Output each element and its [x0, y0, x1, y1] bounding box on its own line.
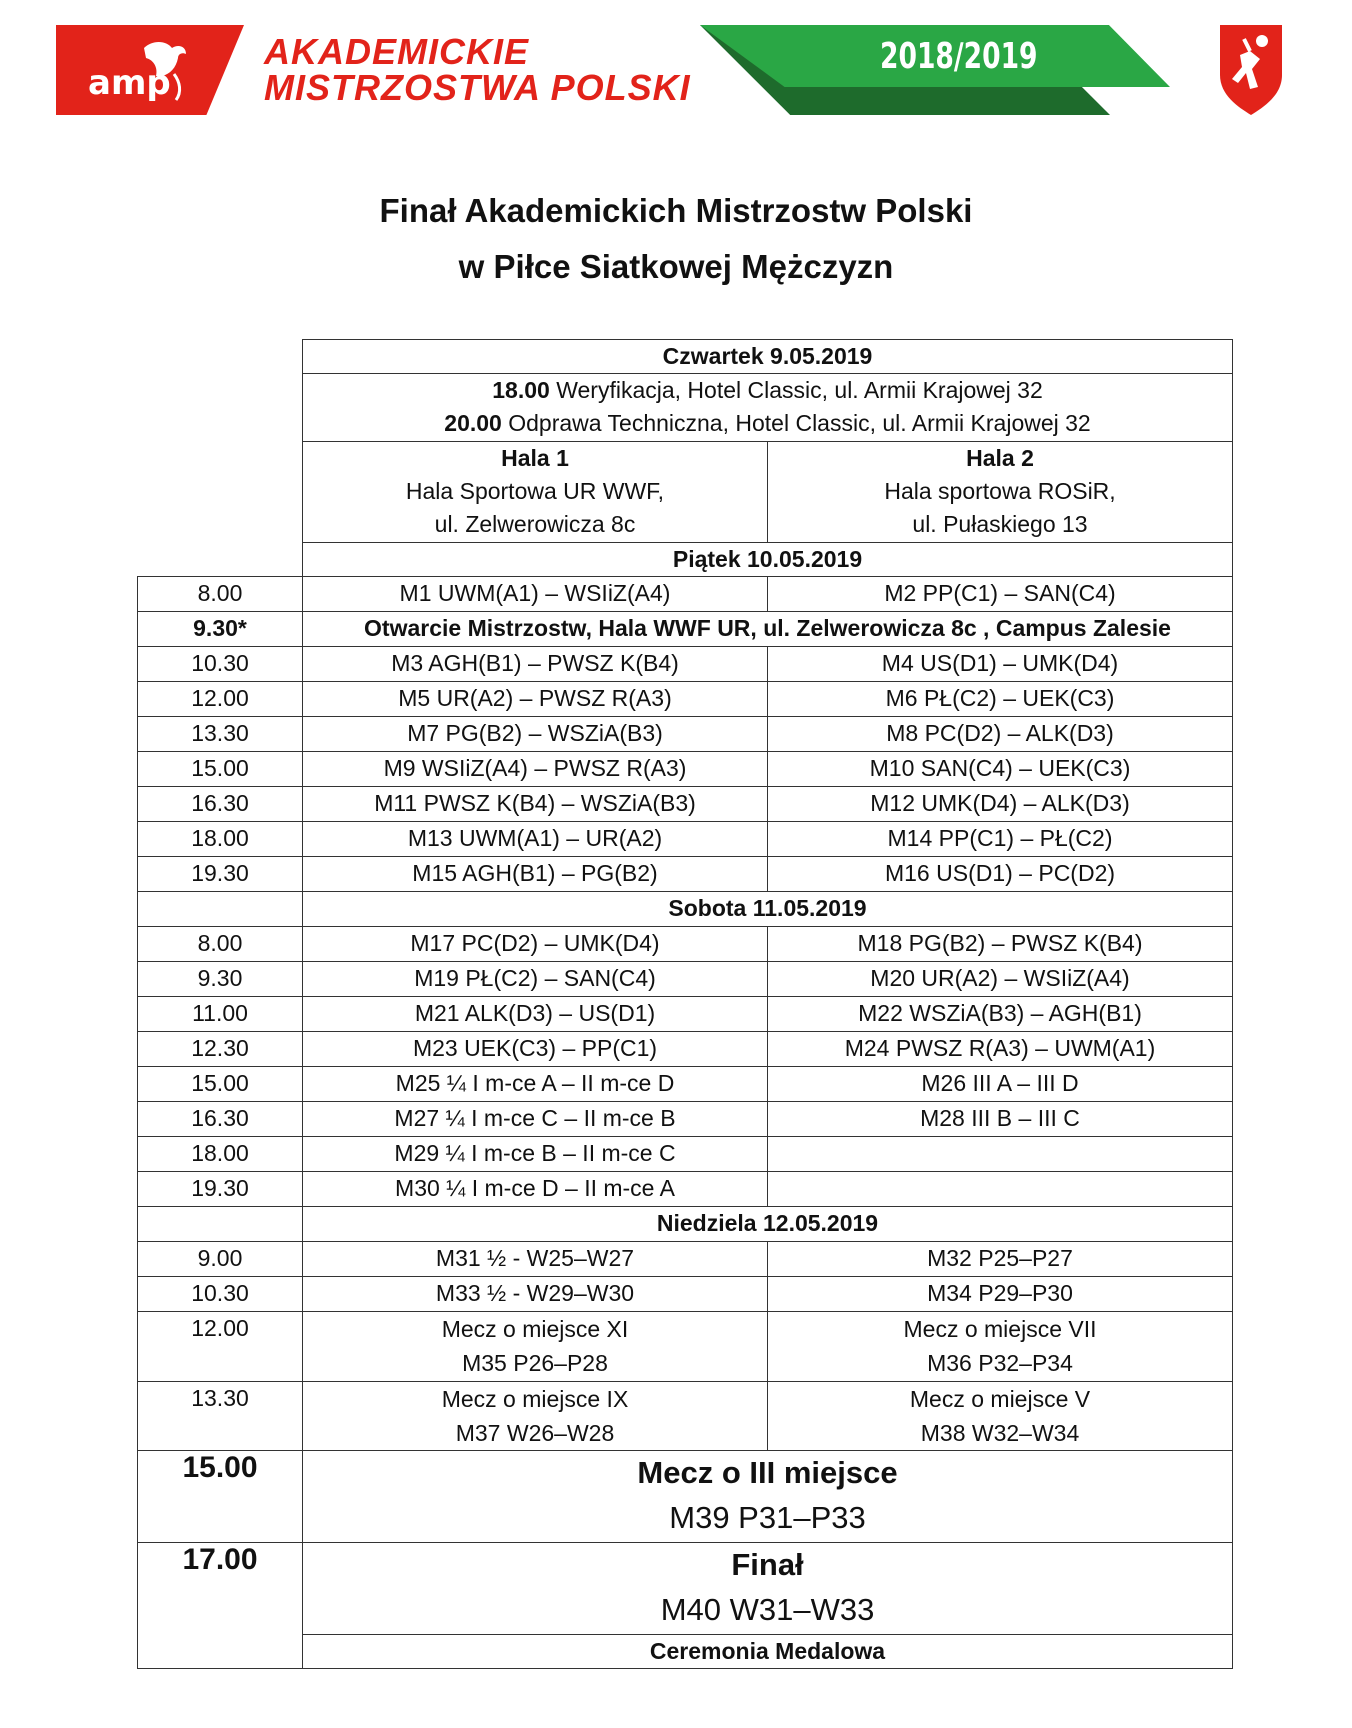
third-place-row — [138, 1451, 1233, 1543]
final-title: Finał — [731, 1547, 804, 1582]
time-cell: 8.00 — [138, 927, 303, 962]
hall-2-match: M32 P25–P27 — [768, 1242, 1233, 1277]
time-cell: 19.30 — [138, 1172, 303, 1207]
placement-title: Mecz o miejsce IX — [441, 1386, 629, 1412]
match-row — [138, 857, 1233, 892]
match-row — [138, 1242, 1233, 1277]
time-cell: 12.00 — [138, 682, 303, 717]
match-row — [138, 997, 1233, 1032]
hall-2-match: M6 PŁ(C2) – UEK(C3) — [768, 682, 1233, 717]
third-place-title: Mecz o III miejsce — [637, 1455, 898, 1490]
final-match: M40 W31–W33 — [660, 1592, 875, 1627]
placement-title: Mecz o miejsce VII — [903, 1316, 1097, 1342]
time-cell: 19.30 — [138, 857, 303, 892]
hall-2-match — [768, 1137, 1233, 1172]
empty-time-cell — [138, 340, 303, 374]
hall-2-match: M24 PWSZ R(A3) – UWM(A1) — [768, 1032, 1233, 1067]
time-cell: 10.30 — [138, 647, 303, 682]
hall-1-match: M33 ½ - W29–W30 — [303, 1277, 768, 1312]
match-row — [138, 647, 1233, 682]
day-row-saturday — [138, 892, 1233, 927]
hall-2-match: M14 PP(C1) – PŁ(C2) — [768, 822, 1233, 857]
hall-1-match: M5 UR(A2) – PWSZ R(A3) — [303, 682, 768, 717]
hall-venue: Hala Sportowa UR WWF, — [405, 478, 665, 504]
placement-match: M37 W26–W28 — [455, 1420, 615, 1446]
hall-1-match: M29 ¼ I m-ce B – II m-ce C — [303, 1137, 768, 1172]
match-row — [138, 822, 1233, 857]
hall-2-match: M8 PC(D2) – ALK(D3) — [768, 717, 1233, 752]
item-time: 18.00 — [492, 377, 550, 403]
hall-2-match: M4 US(D1) – UMK(D4) — [768, 647, 1233, 682]
time-cell: 13.30 — [138, 1382, 303, 1451]
time-cell: 9.30 — [138, 962, 303, 997]
opening-row — [138, 612, 1233, 647]
ceremony-row — [138, 1635, 1233, 1669]
empty-time-cell — [138, 442, 303, 543]
third-place-cell — [303, 1451, 1233, 1543]
time-cell: 15.00 — [138, 1451, 303, 1543]
hall-address: ul. Zelwerowicza 8c — [434, 511, 636, 537]
match-row — [138, 682, 1233, 717]
thursday-info — [303, 374, 1233, 442]
final-cell — [303, 1543, 1233, 1635]
time-cell: 9.00 — [138, 1242, 303, 1277]
item-text: Weryfikacja, Hotel Classic, ul. Armii Krajowej 32 — [549, 377, 1043, 403]
time-cell: 18.00 — [138, 822, 303, 857]
time-cell: 18.00 — [138, 1137, 303, 1172]
hall-1-match: M25 ¼ I m-ce A – II m-ce D — [303, 1067, 768, 1102]
hall-1-match: M9 WSIiZ(A4) – PWSZ R(A3) — [303, 752, 768, 787]
banner-line-2: MISTRZOSTWA POLSKI — [264, 67, 691, 108]
hall-2-match: M10 SAN(C4) – UEK(C3) — [768, 752, 1233, 787]
match-row — [138, 1172, 1233, 1207]
third-place-match: M39 P31–P33 — [669, 1500, 866, 1535]
placement-row — [138, 1312, 1233, 1382]
item-time: 20.00 — [444, 410, 502, 436]
time-cell: 11.00 — [138, 997, 303, 1032]
hall-1-match: M19 PŁ(C2) – SAN(C4) — [303, 962, 768, 997]
hall-address: ul. Pułaskiego 13 — [912, 511, 1088, 537]
match-row — [138, 787, 1233, 822]
hall-name: Hala 2 — [966, 445, 1034, 471]
match-row — [138, 577, 1233, 612]
time-cell: 16.30 — [138, 1102, 303, 1137]
match-row — [138, 1137, 1233, 1172]
opening-ceremony: Otwarcie Mistrzostw, Hala WWF UR, ul. Zelwerowicza 8c , Campus Zalesie — [303, 612, 1233, 647]
hall-1-placement — [303, 1382, 768, 1451]
match-row — [138, 1032, 1233, 1067]
empty-time-cell — [138, 543, 303, 577]
hall-1-match: M31 ½ - W25–W27 — [303, 1242, 768, 1277]
time-cell: 8.00 — [138, 577, 303, 612]
svg-text:amp: amp — [88, 63, 171, 103]
hall-2-cell — [768, 442, 1233, 543]
hall-1-match: M15 AGH(B1) – PG(B2) — [303, 857, 768, 892]
time-cell: 12.00 — [138, 1312, 303, 1382]
hall-2-match: M34 P29–P30 — [768, 1277, 1233, 1312]
hall-2-match: M20 UR(A2) – WSIiZ(A4) — [768, 962, 1233, 997]
match-row — [138, 927, 1233, 962]
empty-time-cell — [138, 892, 303, 927]
time-cell: 9.30* — [138, 612, 303, 647]
match-row — [138, 717, 1233, 752]
hall-1-cell — [303, 442, 768, 543]
match-row — [138, 1102, 1233, 1137]
hall-1-match: M7 PG(B2) – WSZiA(B3) — [303, 717, 768, 752]
hall-2-match: M12 UMK(D4) – ALK(D3) — [768, 787, 1233, 822]
day-header: Sobota 11.05.2019 — [303, 892, 1233, 927]
day-row-friday — [138, 543, 1233, 577]
placement-match: M36 P32–P34 — [927, 1350, 1073, 1376]
hall-1-match: M3 AGH(B1) – PWSZ K(B4) — [303, 647, 768, 682]
hall-2-match: M26 III A – III D — [768, 1067, 1233, 1102]
hall-name: Hala 1 — [501, 445, 569, 471]
hall-2-match: M18 PG(B2) – PWSZ K(B4) — [768, 927, 1233, 962]
match-row — [138, 1277, 1233, 1312]
placement-title: Mecz o miejsce XI — [441, 1316, 629, 1342]
placement-match: M35 P26–P28 — [462, 1350, 608, 1376]
hall-2-placement — [768, 1312, 1233, 1382]
match-row — [138, 1067, 1233, 1102]
final-row — [138, 1543, 1233, 1635]
item-text: Odprawa Techniczna, Hotel Classic, ul. Armii Krajowej 32 — [501, 410, 1091, 436]
time-cell: 15.00 — [138, 1067, 303, 1102]
hall-1-match: M30 ¼ I m-ce D – II m-ce A — [303, 1172, 768, 1207]
day-header: Piątek 10.05.2019 — [303, 543, 1233, 577]
page-title-line-1: Finał Akademickich Mistrzostw Polski — [379, 192, 973, 229]
day-header: Niedziela 12.05.2019 — [303, 1207, 1233, 1242]
time-cell: 15.00 — [138, 752, 303, 787]
time-cell: 16.30 — [138, 787, 303, 822]
thursday-item — [303, 407, 1232, 440]
hall-2-match — [768, 1172, 1233, 1207]
hall-2-match: M22 WSZiA(B3) – AGH(B1) — [768, 997, 1233, 1032]
hall-2-match: M28 III B – III C — [768, 1102, 1233, 1137]
schedule-table — [137, 339, 1233, 1669]
hall-2-match: M2 PP(C1) – SAN(C4) — [768, 577, 1233, 612]
empty-time-cell — [138, 374, 303, 442]
time-cell: 10.30 — [138, 1277, 303, 1312]
empty-time-cell — [138, 1207, 303, 1242]
hall-1-match: M11 PWSZ K(B4) – WSZiA(B3) — [303, 787, 768, 822]
halls-row — [138, 442, 1233, 543]
hall-1-match: M13 UWM(A1) – UR(A2) — [303, 822, 768, 857]
placement-match: M38 W32–W34 — [920, 1420, 1080, 1446]
season-label: 2018/2019 — [880, 36, 1038, 77]
page-title-line-2: w Piłce Siatkowej Mężczyzn — [458, 248, 894, 285]
thursday-info-row — [138, 374, 1233, 442]
day-row-sunday — [138, 1207, 1233, 1242]
medal-ceremony: Ceremonia Medalowa — [303, 1635, 1233, 1669]
hall-2-match: M16 US(D1) – PC(D2) — [768, 857, 1233, 892]
hall-1-placement — [303, 1312, 768, 1382]
banner-line-1: AKADEMICKIE — [264, 31, 530, 72]
day-header: Czwartek 9.05.2019 — [303, 340, 1233, 374]
time-cell: 12.30 — [138, 1032, 303, 1067]
hall-1-match: M1 UWM(A1) – WSIiZ(A4) — [303, 577, 768, 612]
placement-row — [138, 1382, 1233, 1451]
hall-2-placement — [768, 1382, 1233, 1451]
thursday-item — [303, 374, 1232, 407]
match-row — [138, 962, 1233, 997]
hall-1-match: M27 ¼ I m-ce C – II m-ce B — [303, 1102, 768, 1137]
banner-title — [264, 31, 691, 108]
hall-1-match: M17 PC(D2) – UMK(D4) — [303, 927, 768, 962]
hall-venue: Hala sportowa ROSiR, — [884, 478, 1116, 504]
match-row — [138, 752, 1233, 787]
amp-logo-icon — [86, 38, 196, 108]
hall-1-match: M21 ALK(D3) – US(D1) — [303, 997, 768, 1032]
time-cell: 13.30 — [138, 717, 303, 752]
hall-1-match: M23 UEK(C3) – PP(C1) — [303, 1032, 768, 1067]
time-cell: 17.00 — [138, 1543, 303, 1669]
day-row-thursday — [138, 340, 1233, 374]
volleyball-shield-icon — [1220, 25, 1282, 115]
placement-title: Mecz o miejsce V — [909, 1386, 1091, 1412]
